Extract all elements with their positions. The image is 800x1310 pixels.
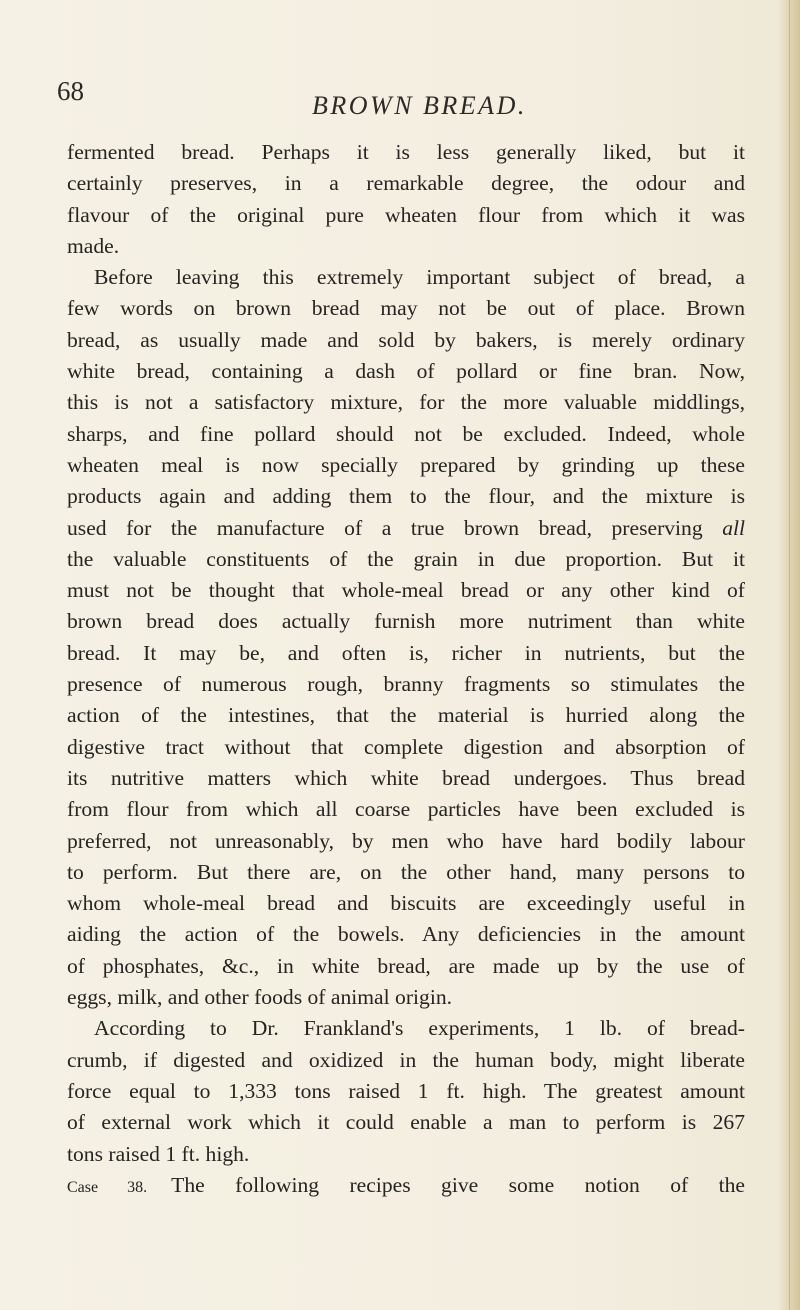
text-line: brown bread does actually furnish more nutriment than white: [67, 609, 745, 634]
text-line: of phosphates, &c., in white bread, are made up by the use of: [67, 953, 745, 978]
text-line: digestive tract without that complete digestion and absorption of: [67, 734, 745, 759]
text-line: bread, as usually made and sold by bakers, is merely ordinary: [67, 327, 745, 352]
text-line: whom whole-meal bread and biscuits are exceedingly useful in: [67, 891, 745, 916]
text-line: bread. It may be, and often is, richer in nutrients, but the: [67, 640, 745, 665]
text-line: wheaten meal is now specially prepared by grinding up these: [67, 452, 745, 477]
text-line: used for the manufacture of a true brown bread, preserving: [67, 515, 703, 540]
text-line: products again and adding them to the flour, and the mixture is: [67, 484, 745, 509]
text-line: must not be thought that whole-meal bread or any other kind of: [67, 578, 745, 603]
text-line: made.: [67, 233, 120, 258]
text-line: of external work which it could enable a man to perform is 267: [67, 1110, 745, 1135]
page-number: 68: [57, 76, 84, 106]
text-line: to perform. But there are, on the other hand, many persons to: [67, 859, 745, 884]
page-edge-line: [789, 0, 790, 1310]
text-line: sharps, and fine pollard should not be excluded. Indeed, whole: [67, 421, 745, 446]
text-line-with-italic: [67, 513, 745, 544]
text-line: aiding the action of the bowels. Any deficiencies in the amount: [67, 922, 745, 947]
text-line-with-margin-note: [67, 1170, 745, 1201]
text-line: eggs, milk, and other foods of animal origin.: [67, 985, 453, 1010]
running-head: BROWN BREAD.: [312, 91, 527, 120]
text-line: presence of numerous rough, branny fragments so stimulates the: [67, 672, 745, 697]
text-line: the valuable constituents of the grain in due proportion. But it: [67, 546, 745, 571]
text-line: preferred, not unreasonably, by men who have hard bodily labour: [67, 828, 745, 853]
italic-word: all: [722, 515, 745, 540]
text-line: fermented bread. Perhaps it is less generally liked, but it: [67, 140, 745, 164]
text-line: certainly preserves, in a remarkable degree, the odour and: [67, 171, 745, 196]
text-line: crumb, if digested and oxidized in the human body, might liberate: [67, 1047, 745, 1072]
text-line: white bread, containing a dash of pollard or fine bran. Now,: [67, 359, 745, 384]
text-line: from flour from which all coarse particles have been excluded is: [67, 797, 745, 822]
text-line: action of the intestines, that the material is hurried along the: [67, 703, 745, 728]
body-text: [67, 137, 745, 1201]
text-line: force equal to 1,333 tons raised 1 ft. high. The greatest amount: [67, 1078, 745, 1103]
text-line: its nutritive matters which white bread undergoes. Thus bread: [67, 765, 745, 790]
margin-note: Case 38.: [67, 1178, 148, 1196]
text-line: According to Dr. Frankland's experiments, 1 lb. of bread-: [94, 1016, 745, 1041]
text-line: flavour of the original pure wheaten flour from which it was: [67, 202, 745, 227]
text-line: this is not a satisfactory mixture, for the more valuable middlings,: [67, 390, 745, 415]
text-line: tons raised 1 ft. high.: [67, 1141, 250, 1166]
text-line: The following recipes give some notion of the: [171, 1172, 745, 1197]
text-line: few words on brown bread may not be out of place. Brown: [67, 296, 745, 321]
text-line: Before leaving this extremely important subject of bread, a: [94, 265, 745, 290]
